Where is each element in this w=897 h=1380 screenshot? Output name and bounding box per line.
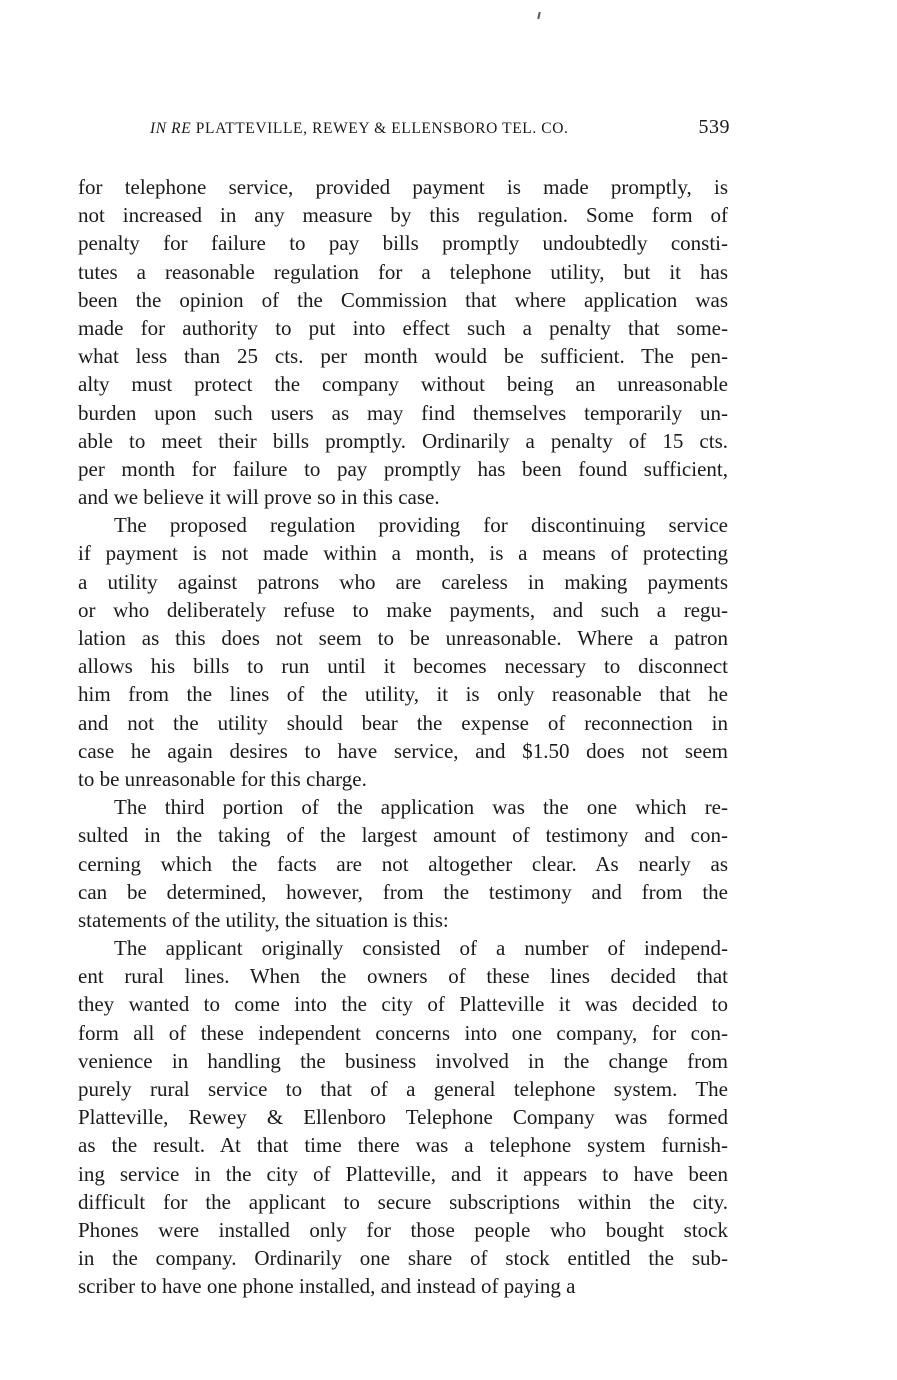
text-line: for telephone service, provided payment is made promptly, is xyxy=(78,175,728,199)
text-line: scriber to have one phone installed, and instead of paying a xyxy=(78,1274,576,1299)
text-line: and we believe it will prove so in this case. xyxy=(78,485,440,510)
text-line: form all of these independent concerns into one company, for con- xyxy=(78,1020,728,1045)
text-line: they wanted to come into the city of Platteville it was decided to xyxy=(78,992,728,1017)
text-line: been the opinion of the Commission that where application was xyxy=(78,287,728,312)
text-line: sulted in the taking of the largest amount of testimony and con- xyxy=(78,823,728,848)
running-head xyxy=(150,116,730,142)
text-line: ent rural lines. When the owners of these lines decided that xyxy=(78,964,728,989)
text-line: ing service in the city of Platteville, and it appears to have been xyxy=(78,1161,728,1186)
text-line: venience in handling the business involved in the change from xyxy=(78,1048,728,1073)
text-line: allows his bills to run until it becomes necessary to disconnect xyxy=(78,654,728,679)
text-line: him from the lines of the utility, it is only reasonable that he xyxy=(78,682,728,707)
running-title-text: PLATTEVILLE, REWEY & ELLENSBORO TEL. CO. xyxy=(195,120,569,137)
page-number: 539 xyxy=(698,116,730,138)
stray-mark xyxy=(537,12,540,19)
text-line: Phones were installed only for those people who bought stock xyxy=(78,1217,728,1242)
text-line: tutes a reasonable regulation for a telephone utility, but it has xyxy=(78,259,728,284)
paragraph xyxy=(78,793,728,934)
text-line: The third portion of the application was the one which re- xyxy=(114,795,728,820)
text-line: penalty for failure to pay bills promptly undoubtedly consti- xyxy=(78,231,728,256)
text-line: made for authority to put into effect such a penalty that some- xyxy=(78,315,728,340)
paragraph xyxy=(78,173,728,511)
text-line: and not the utility should bear the expense of reconnection in xyxy=(78,710,728,735)
text-line: difficult for the applicant to secure subscriptions within the city. xyxy=(78,1189,728,1214)
text-line: in the company. Ordinarily one share of stock entitled the sub- xyxy=(78,1246,728,1271)
text-line: as the result. At that time there was a telephone system furnish- xyxy=(78,1133,728,1158)
text-line: lation as this does not seem to be unreasonable. Where a patron xyxy=(78,626,728,650)
paragraph xyxy=(78,511,728,793)
text-line: Platteville, Rewey & Ellenboro Telephone Company was formed xyxy=(78,1105,728,1130)
text-line: not increased in any measure by this regulation. Some form of xyxy=(78,203,728,228)
text-line: able to meet their bills promptly. Ordinarily a penalty of 15 cts. xyxy=(78,428,728,453)
text-line: can be determined, however, from the testimony and from the xyxy=(78,879,728,904)
text-line: to be unreasonable for this charge. xyxy=(78,766,367,791)
text-line: per month for failure to pay promptly has been found sufficient, xyxy=(78,456,728,481)
text-line: The applicant originally consisted of a number of independ- xyxy=(114,936,728,961)
text-line: The proposed regulation providing for discontinuing service xyxy=(114,513,728,538)
text-line: case he again desires to have service, and $1.50 does not seem xyxy=(78,738,728,763)
text-line: what less than 25 cts. per month would be sufficient. The pen- xyxy=(78,344,728,369)
text-line: if payment is not made within a month, is a means of protecting xyxy=(78,541,728,566)
text-line: cerning which the facts are not altogether clear. As nearly as xyxy=(78,851,728,876)
text-line: burden upon such users as may find themselves temporarily un- xyxy=(78,400,728,425)
text-line: purely rural service to that of a general telephone system. The xyxy=(78,1077,728,1101)
text-line: or who deliberately refuse to make payments, and such a regu- xyxy=(78,597,728,622)
body-text xyxy=(78,173,728,1301)
text-line: statements of the utility, the situation is this: xyxy=(78,907,449,932)
paragraph xyxy=(78,934,728,1300)
text-line: a utility against patrons who are careless in making payments xyxy=(78,569,728,594)
text-line: alty must protect the company without being an unreasonable xyxy=(78,372,728,397)
running-title xyxy=(150,120,569,138)
running-title-italic: IN RE xyxy=(150,120,192,137)
